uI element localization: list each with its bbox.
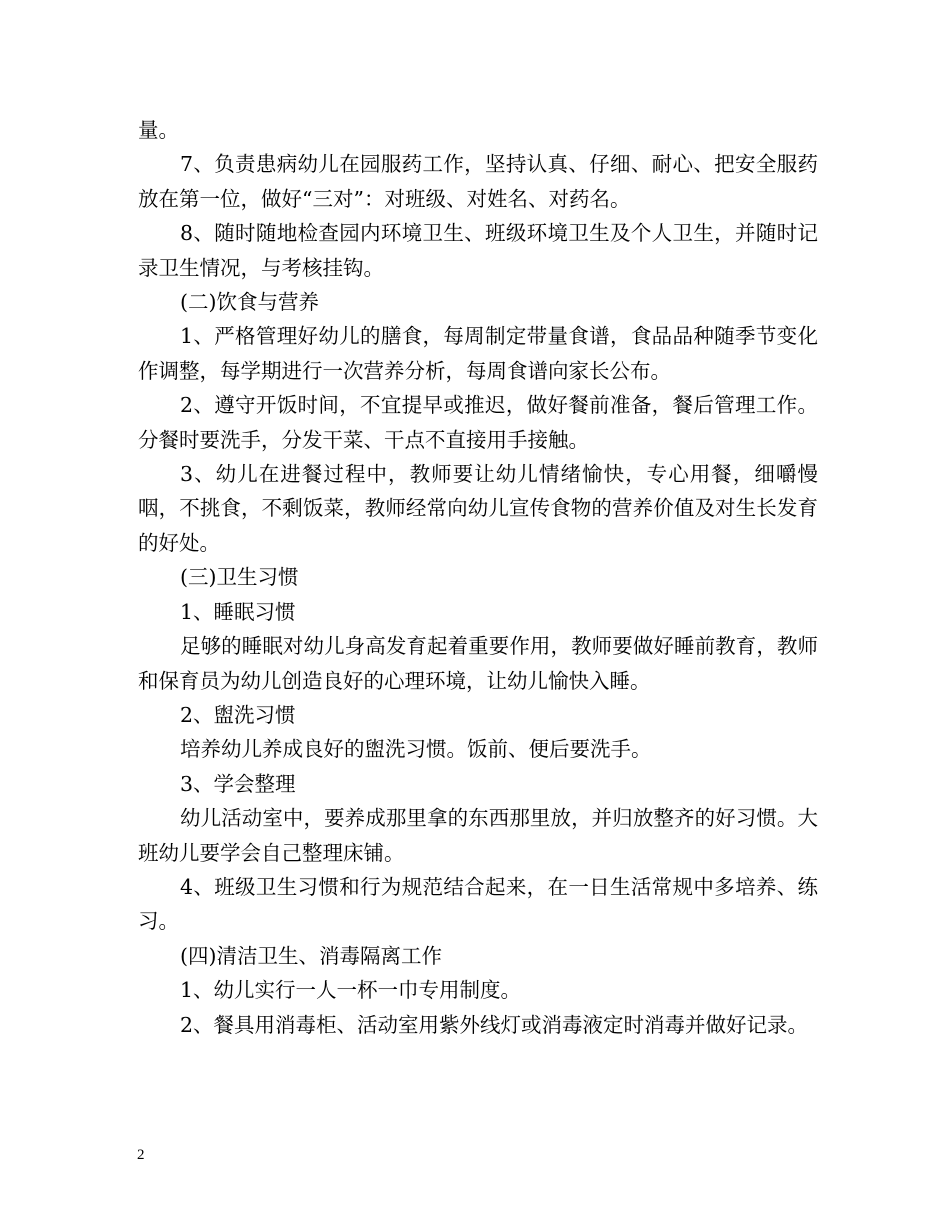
paragraph-sleep-habits: 足够的睡眠对幼儿身高发育起着重要作用，教师要做好睡前教育，教师和保育员为幼儿创造良好的心理环境，让幼儿愉快入睡。 [138,634,818,693]
paragraph-diet-2: 2、遵守开饭时间，不宜提早或推迟，做好餐前准备，餐后管理工作。分餐时要洗手，分发干菜、干点不直接用手接触。 [138,393,818,452]
paragraph-cleaning-1: 1、幼儿实行一人一杯一巾专用制度。 [180,978,522,1003]
paragraph-hygiene-4: 4、班级卫生习惯和行为规范结合起来，在一日生活常规中多培养、练习。 [138,874,818,934]
section-heading-cleaning-disinfection: (四)清洁卫生、消毒隔离工作 [180,943,442,968]
paragraph-cleaning-2: 2、餐具用消毒柜、活动室用紫外线灯或消毒液定时消毒并做好记录。 [180,1012,809,1037]
paragraph-washing-habits: 培养幼儿养成良好的盥洗习惯。饭前、便后要洗手。 [180,737,652,762]
paragraph-diet-1: 1、严格管理好幼儿的膳食，每周制定带量食谱，食品品种随季节变化作调整，每学期进行一次营养分析，每周食谱向家长公布。 [138,324,818,383]
paragraph-item-7: 7、负责患病幼儿在园服药工作，坚持认真、仔细、耐心、把安全服药放在第一位，做好“三对”：对班级、对姓名、对药名。 [138,152,818,211]
subheading-sleep-habits: 1、睡眠习惯 [180,599,296,624]
document-body [138,113,818,1042]
subheading-tidying: 3、学会整理 [180,771,296,796]
section-heading-diet-nutrition: (二)饮食与营养 [180,290,319,315]
paragraph-diet-3: 3、幼儿在进餐过程中，教师要让幼儿情绪愉快，专心用餐，细嚼慢咽，不挑食，不剩饭菜，教师经常向幼儿宣传食物的营养价值及对生长发育的好处。 [138,462,818,555]
page-number: 2 [137,1147,145,1163]
section-heading-hygiene-habits: (三)卫生习惯 [180,565,299,590]
paragraph-continuation: 量。 [138,118,179,142]
paragraph-tidying: 幼儿活动室中，要养成那里拿的东西那里放，并归放整齐的好习惯。大班幼儿要学会自己整理床铺。 [138,806,818,865]
paragraph-item-8: 8、随时随地检查园内环境卫生、班级环境卫生及个人卫生，并随时记录卫生情况，与考核挂钩。 [138,221,818,280]
subheading-washing-habits: 2、盥洗习惯 [180,702,296,727]
